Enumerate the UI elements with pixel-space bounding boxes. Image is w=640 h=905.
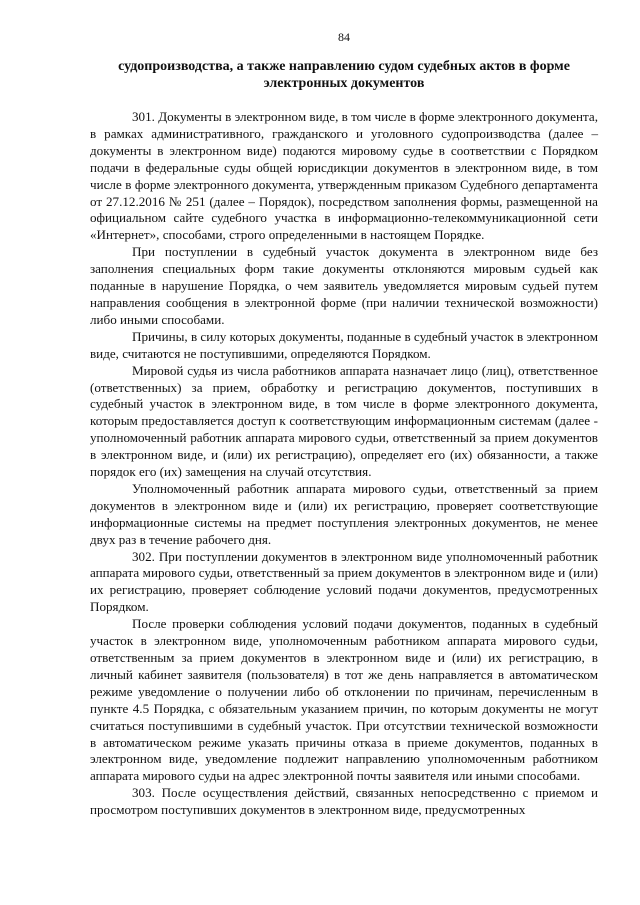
paragraph-303: 303. После осуществления действий, связанных непосредственно с приемом и просмотром поступивших документов в электронном виде, предусмотренных	[90, 785, 598, 818]
document-page	[90, 30, 598, 819]
page-number: 84	[338, 30, 350, 44]
section-heading-line-2: электронных документов	[263, 76, 425, 91]
paragraph-302: 302. При поступлении документов в электронном виде уполномоченный работник аппарата мирового судьи, ответственный за прием документов в электронном виде и (или) их регистрацию, проверяет соблюдение условий подачи документов, предусмотренных Порядком.	[90, 548, 598, 615]
paragraph-notification: После проверки соблюдения условий подачи документов, поданных в судебный участок в электронном виде, уполномоченным работником аппарата мирового судьи, ответственным за прием документов в электронном виде и (или) их регистрацию, в личный кабинет заявителя (пользователя) в тот же день направляется в автоматическом режиме уведомление о получении либо об отклонении по причинам, перечисленным в пункте 4.5 Порядка, с обязательным указанием причин, по которым документы не могут считаться поступившими в судебный участок. При отсутствии технической возможности в автоматическом режиме указать причины отказа в приеме документов, поданных в электронном виде, уведомление подлежит направлению уполномоченным работником аппарата мирового судьи на адрес электронной почты заявителя или иными способами.	[90, 616, 598, 784]
paragraph-rejection: При поступлении в судебный участок документа в электронном виде без заполнения специальных форм такие документы отклоняются мировым судьей как поданные в нарушение Порядка, о чем заявитель уведомляется мировым судьей путем направления сообщения в электронной форме (при наличии технической возможности) либо иными способами.	[90, 244, 598, 327]
paragraph-reasons: Причины, в силу которых документы, поданные в судебный участок в электронном виде, считаются не поступившими, определяются Порядком.	[90, 328, 598, 361]
paragraph-301: 301. Документы в электронном виде, в том числе в форме электронного документа, в рамках административного, гражданского и уголовного судопроизводства (далее – документы в электронном виде) подаются мировому судье в соответствии с Порядком подачи в федеральные суды общей юрисдикции документов в электронном виде, в том числе в форме электронного документа, утвержденным приказом Судебного департамента от 27.12.2016 № 251 (далее – Порядок), посредством заполнения формы, размещенной на официальном сайте судебного участка в информационно-телекоммуникационной сети «Интернет», способами, строго определенными в настоящем Порядке.	[90, 109, 598, 243]
paragraph-authorized-worker: Уполномоченный работник аппарата мирового судьи, ответственный за прием документов в электронном виде и (или) их регистрацию, проверяет соответствующие информационные системы на предмет поступления электронных документов, не менее двух раз в течение рабочего дня.	[90, 480, 598, 547]
section-heading	[90, 58, 598, 92]
paragraph-responsible-person: Мировой судья из числа работников аппарата назначает лицо (лиц), ответственное (ответственных) за прием, обработку и регистрацию документов, поступивших в судебный участок в электронном виде, в том числе в форме электронного документа, которым предоставляется доступ к соответствующим информационным системам (далее - уполномоченный работник аппарата мирового судьи, ответственный за прием документов в электронном виде, и (или) их регистрацию), определяет его (их) обязанности, а также порядок его (их) замещения на случай отсутствия.	[90, 362, 598, 480]
section-heading-line-1: судопроизводства, а также направлению судом судебных актов в форме	[118, 59, 570, 74]
